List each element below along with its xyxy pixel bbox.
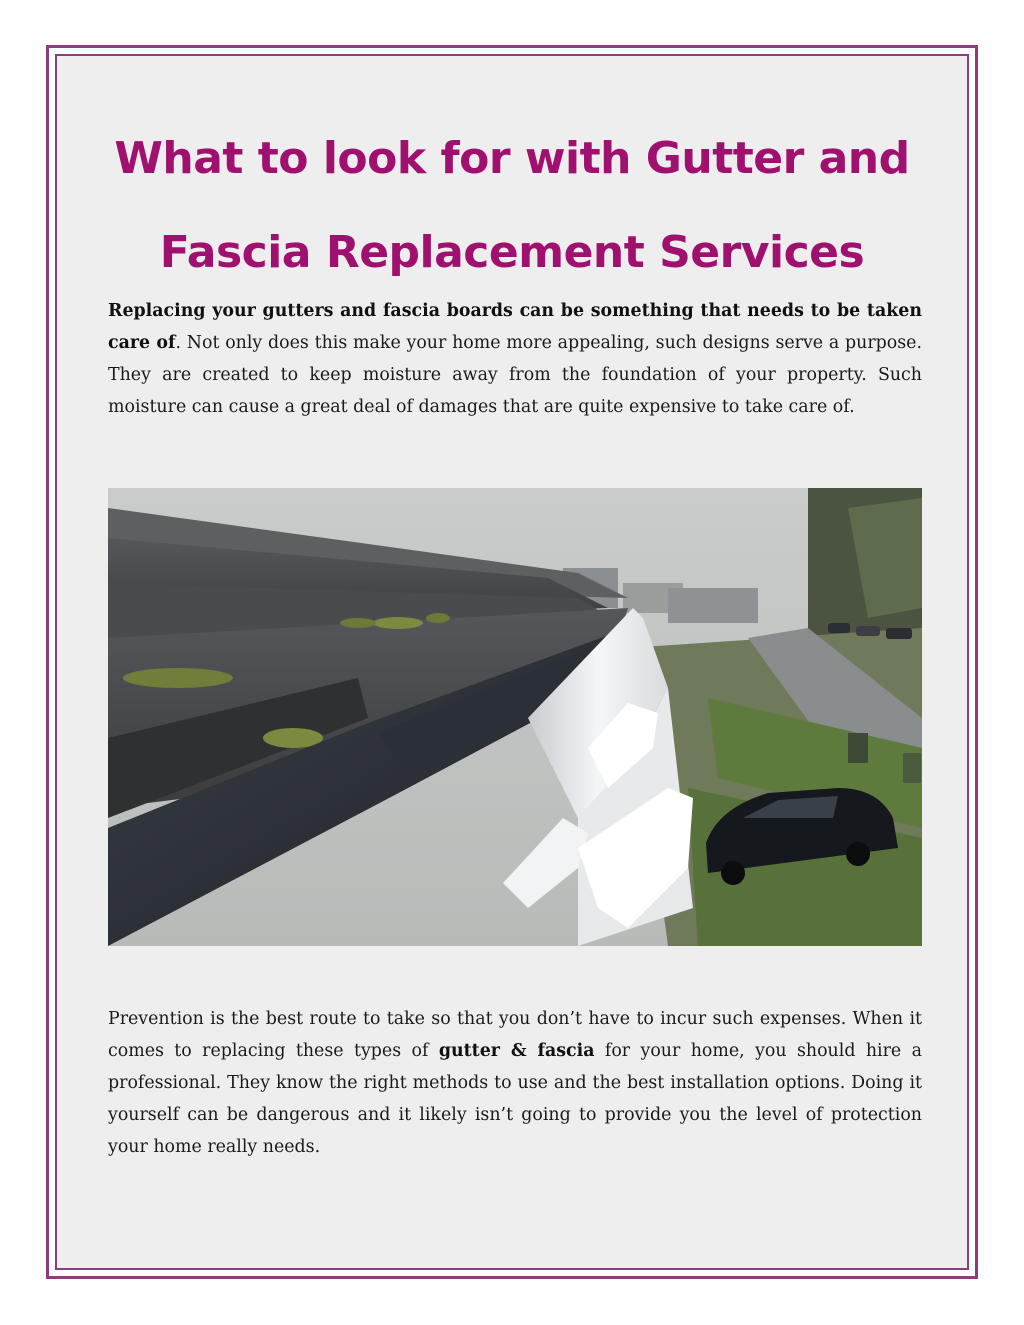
gutter-photo	[108, 488, 922, 946]
intro-paragraph	[108, 295, 922, 423]
page-content-area	[55, 54, 969, 1270]
body-text-part-1: Prevention is the best route to take so that you don’t have to incur such expenses. When it comes to replacing these types of	[108, 1009, 922, 1061]
body-paragraph	[108, 1003, 922, 1163]
page-title	[57, 112, 967, 300]
intro-body-text: . Not only does this make your home more appealing, such designs serve a purpose. They are created to keep moisture away from the foundation of your property. Such moisture can cause a great deal of damages that are quite expensive to take care of.	[108, 333, 922, 417]
intro-bold-text: Replacing your gutters and fascia boards can be something that needs to be taken care of	[108, 301, 922, 353]
gutter-fascia-bold-text: gutter & fascia	[438, 1041, 595, 1061]
title-line-1: What to look for with Gutter and	[114, 133, 910, 184]
body-text-part-2: for your home, you should hire a professional. They know the right methods to use and the best installation options. Doing it yourself can be dangerous and it likely isn’t going to provide you the level of protection your home really needs.	[108, 1041, 922, 1157]
title-line-2: Fascia Replacement Services	[159, 227, 865, 278]
page-border	[46, 45, 978, 1279]
